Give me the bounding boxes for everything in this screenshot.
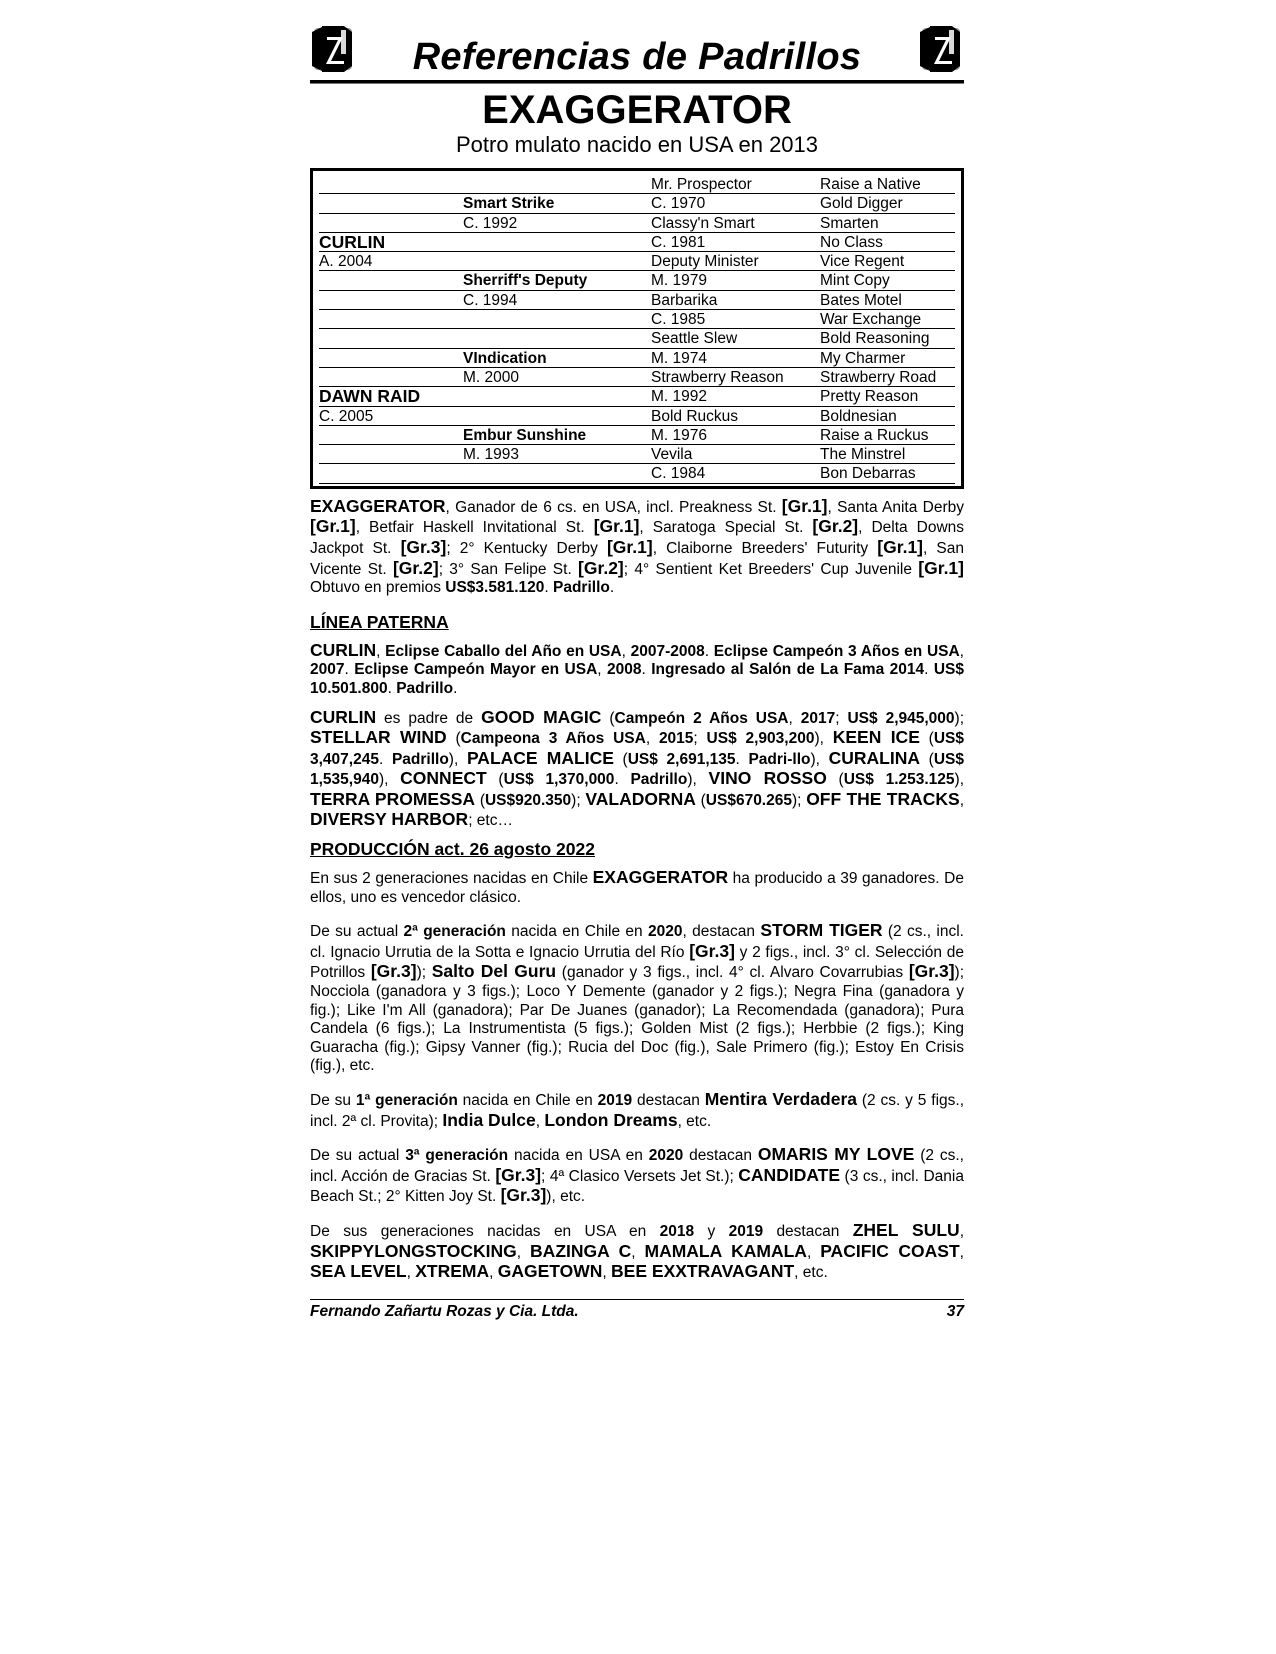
- pedigree-row: [319, 349, 955, 368]
- text-run: );: [791, 791, 807, 809]
- pedigree-cell: Gold Digger: [820, 194, 955, 213]
- text-run: Ingresado al Salón de La Fama 2014: [651, 661, 925, 679]
- text-run: ,: [631, 1243, 645, 1261]
- horse-subtitle: Potro mulato nacido en USA en 2013: [455, 132, 819, 157]
- text-run: ,: [406, 1264, 416, 1282]
- text-run: , Delta Downs Jackpot St.: [310, 519, 965, 557]
- text-run: .: [641, 661, 652, 679]
- text-run: .: [453, 679, 458, 697]
- pedigree-cell: Boldnesian: [820, 407, 955, 426]
- highlight-text: KEEN ICE: [832, 727, 920, 748]
- text-run: ,: [959, 642, 964, 660]
- text-run: ),: [378, 771, 401, 789]
- text-run: 3ª generación: [405, 1147, 509, 1165]
- page-number: 37: [946, 1302, 964, 1320]
- pedigree-cell: M. 1976: [651, 426, 820, 445]
- pedigree-cell: C. 1985: [651, 310, 820, 329]
- highlight-text: EXAGGERATOR: [310, 495, 446, 516]
- text-run: 2019: [728, 1222, 764, 1240]
- highlight-text: [Gr.1]: [781, 495, 828, 516]
- pedigree-cell: Bon Debarras: [820, 464, 955, 483]
- text-run: ,: [959, 1222, 964, 1240]
- text-run: ,: [376, 642, 386, 660]
- pedigree-cell: [463, 387, 651, 406]
- text-run: 2018: [659, 1222, 695, 1240]
- pedigree-cell: VIndication: [463, 349, 651, 368]
- text-run: US$ 1,370,000: [503, 771, 615, 789]
- pedigree-cell: DAWN RAID: [319, 387, 463, 406]
- produccion-paragraph: [310, 1221, 964, 1283]
- text-run: ,: [516, 1243, 531, 1261]
- text-run: Obtuvo en premios: [310, 579, 446, 597]
- highlight-text: VALADORNA: [585, 788, 696, 809]
- text-run: US$ 2,691,135: [627, 750, 736, 768]
- text-run: ; 2° Kentucky Derby: [446, 539, 607, 557]
- highlight-text: MAMALA KAMALA: [644, 1240, 807, 1261]
- text-run: (3 cs., incl. Dania Beach St.; 2° Kitten Joy St.: [310, 1167, 964, 1206]
- pedigree-cell: [319, 271, 463, 290]
- text-run: nacida en Chile en: [505, 923, 648, 941]
- text-run: , Santa Anita Derby: [827, 498, 964, 516]
- text-run: ,: [602, 1264, 612, 1282]
- text-run: ,: [959, 1243, 964, 1261]
- text-run: ,: [489, 1264, 498, 1282]
- pedigree-cell: Mr. Prospector: [651, 175, 820, 194]
- text-run: ;: [835, 709, 848, 727]
- pedigree-cell: War Exchange: [820, 310, 955, 329]
- text-run: US$ 2,903,200: [706, 730, 815, 748]
- produccion-paragraph: [310, 868, 964, 907]
- text-run: ,: [806, 1243, 821, 1261]
- text-run: US$ 2,945,000: [847, 709, 955, 727]
- pedigree-cell: C. 1992: [463, 214, 651, 233]
- pedigree-cell: M. 1993: [463, 445, 651, 464]
- text-run: ),: [687, 771, 709, 789]
- pedigree-cell: [463, 175, 651, 194]
- pedigree-table: [310, 168, 964, 489]
- highlight-text: CANDIDATE: [738, 1164, 841, 1185]
- highlight-text: London Dreams: [544, 1109, 678, 1130]
- text-run: .: [704, 642, 714, 660]
- pedigree-row: [319, 387, 955, 406]
- pedigree-cell: [463, 329, 651, 348]
- text-run: US$ 1.253.125: [843, 771, 955, 789]
- text-run: 1ª generación: [355, 1092, 458, 1109]
- text-run: ,: [788, 709, 801, 727]
- pedigree-row: [319, 291, 955, 310]
- highlight-text: SEA LEVEL: [310, 1261, 407, 1282]
- text-run: ; 4° Sentient Ket Breeders' Cup Juvenile: [623, 560, 919, 578]
- text-run: 2020: [647, 923, 683, 941]
- highlight-text: TERRA PROMESSA: [310, 788, 476, 809]
- highlight-text: PALACE MALICE: [466, 747, 614, 768]
- pedigree-cell: [319, 175, 463, 194]
- pedigree-cell: [319, 426, 463, 445]
- text-run: US$ 1,535,940: [310, 750, 964, 789]
- pedigree-cell: Strawberry Road: [820, 368, 955, 387]
- pedigree-cell: The Minstrel: [820, 445, 955, 464]
- pedigree-cell: M. 2000: [463, 368, 651, 387]
- pedigree-row: [319, 194, 955, 213]
- text-run: );: [416, 964, 432, 982]
- header-title: Referencias de Padrillos: [412, 36, 862, 78]
- pedigree-cell: Bold Reasoning: [820, 329, 955, 348]
- text-run: (: [919, 730, 934, 748]
- text-run: De su actual: [310, 1147, 406, 1165]
- text-run: , Claiborne Breeders' Futurity: [652, 539, 878, 557]
- text-run: Eclipse Campeón 3 Años en USA: [713, 642, 960, 660]
- text-run: ,: [645, 730, 659, 748]
- highlight-text: [Gr.2]: [392, 557, 439, 578]
- pedigree-cell: [319, 464, 463, 483]
- produccion-heading: PRODUCCIÓN act. 26 agosto 2022: [310, 839, 595, 860]
- pedigree-cell: A. 2004: [319, 252, 463, 271]
- header-rule: [310, 80, 964, 84]
- pedigree-cell: C. 2005: [319, 407, 463, 426]
- text-run: ,: [959, 791, 964, 809]
- highlight-text: PACIFIC COAST: [820, 1240, 960, 1261]
- pedigree-cell: C. 1984: [651, 464, 820, 483]
- pedigree-row: [319, 368, 955, 387]
- pedigree-cell: Pretty Reason: [820, 387, 955, 406]
- text-run: y 2 figs., incl. 3° cl. Selección de Potrillos: [310, 943, 964, 982]
- curlin-paragraph: [310, 641, 964, 699]
- highlight-text: VINO ROSSO: [708, 768, 827, 789]
- highlight-text: [Gr.3]: [370, 961, 417, 982]
- pedigree-cell: [319, 214, 463, 233]
- text-run: US$670.265: [705, 791, 792, 809]
- pedigree-cell: [463, 233, 651, 252]
- pedigree-cell: Embur Sunshine: [463, 426, 651, 445]
- highlight-text: CURLIN: [310, 706, 377, 727]
- pedigree-row: [319, 252, 955, 271]
- text-run: Padri-llo: [748, 750, 811, 768]
- pedigree-cell: [319, 368, 463, 387]
- text-run: US$ 3,407,245: [310, 730, 964, 768]
- pedigree-cell: M. 1992: [651, 387, 820, 406]
- pedigree-row: [319, 445, 955, 464]
- highlight-text: SKIPPYLONGSTOCKING: [310, 1240, 517, 1261]
- text-run: destacan: [632, 1092, 705, 1109]
- horse-name: EXAGGERATOR: [482, 88, 792, 132]
- pedigree-cell: M. 1979: [651, 271, 820, 290]
- pedigree-cell: Raise a Native: [820, 175, 955, 194]
- text-run: US$920.350: [484, 791, 572, 809]
- text-run: ; etc…: [468, 812, 513, 830]
- produccion-paragraph: [310, 1090, 964, 1131]
- highlight-text: [Gr.3]: [908, 961, 955, 982]
- text-run: (2 cs., incl. Acción de Gracias St.: [310, 1147, 964, 1185]
- pedigree-row: [319, 310, 955, 329]
- pedigree-row: [319, 271, 955, 290]
- highlight-text: CONNECT: [400, 768, 487, 789]
- text-run: 2ª generación: [403, 923, 506, 941]
- text-run: Eclipse Campeón Mayor en USA: [354, 661, 598, 679]
- text-run: nacida en Chile en: [457, 1092, 598, 1109]
- text-run: (2 cs. y 5 figs., incl. 2ª cl. Provita);: [310, 1092, 964, 1130]
- pedigree-cell: Smart Strike: [463, 194, 651, 213]
- text-run: 2017: [800, 709, 836, 727]
- highlight-text: STORM TIGER: [760, 920, 883, 941]
- pedigree-cell: Sherriff's Deputy: [463, 271, 651, 290]
- pedigree-row: [319, 329, 955, 348]
- pedigree-cell: CURLIN: [319, 233, 463, 252]
- intro-paragraph: [310, 497, 964, 598]
- text-run: (2 cs., incl. cl. Ignacio Urrutia de la Sotta e Ignacio Urrutia del Río: [310, 923, 964, 961]
- produccion-paragraph: [310, 921, 964, 1076]
- text-run: .: [609, 579, 615, 597]
- highlight-text: DIVERSY HARBOR: [310, 809, 469, 830]
- text-run: .: [378, 750, 392, 768]
- highlight-text: [Gr.3]: [495, 1164, 542, 1185]
- text-run: Padrillo: [553, 579, 610, 597]
- highlight-text: [Gr.1]: [606, 536, 653, 557]
- text-run: nacida en USA en: [508, 1147, 649, 1165]
- produccion-paragraph: [310, 1145, 964, 1207]
- text-run: Campeona 3 Años USA: [460, 730, 646, 748]
- pedigree-cell: [319, 291, 463, 310]
- pedigree-cell: Vevila: [651, 445, 820, 464]
- text-run: Padrillo: [391, 750, 449, 768]
- text-run: , Ganador de 6 cs. en USA, incl. Preakness St.: [445, 498, 782, 516]
- highlight-text: [Gr.3]: [500, 1185, 547, 1206]
- pedigree-cell: [319, 329, 463, 348]
- text-run: 2015: [658, 730, 694, 748]
- text-run: (: [695, 791, 706, 809]
- pedigree-cell: Seattle Slew: [651, 329, 820, 348]
- text-run: 2008: [607, 661, 642, 679]
- pedigree-cell: My Charmer: [820, 349, 955, 368]
- text-run: ha producido a 39 ganadores. De ellos, uno es vencedor clásico.: [310, 870, 964, 906]
- pedigree-cell: [319, 194, 463, 213]
- text-run: Eclipse Caballo del Año en USA: [385, 642, 622, 660]
- company-logo-icon: [918, 24, 964, 74]
- highlight-text: CURLIN: [310, 639, 377, 660]
- text-run: ),: [814, 730, 833, 748]
- text-run: De su actual: [310, 923, 404, 941]
- highlight-text: ZHEL SULU: [852, 1219, 960, 1240]
- text-run: En sus 2 generaciones nacidas en Chile: [310, 870, 593, 888]
- text-run: , Betfair Haskell Invitational St.: [355, 519, 594, 537]
- highlight-text: [Gr.3]: [689, 940, 735, 961]
- text-run: ),: [448, 750, 467, 768]
- text-run: (: [475, 791, 485, 809]
- pedigree-cell: [319, 310, 463, 329]
- highlight-text: Salto Del Guru: [431, 961, 557, 982]
- text-run: ; 3° San Felipe St.: [438, 560, 579, 578]
- text-run: De su: [310, 1092, 356, 1109]
- page-footer: [310, 1303, 964, 1321]
- pedigree-cell: Barbarika: [651, 291, 820, 310]
- highlight-text: [Gr.1]: [877, 536, 924, 557]
- text-run: .: [735, 750, 749, 768]
- text-run: );: [571, 791, 586, 809]
- text-run: , San Vicente St.: [310, 539, 965, 578]
- pedigree-cell: [463, 464, 651, 483]
- highlight-text: [Gr.2]: [812, 516, 859, 537]
- highlight-text: GAGETOWN: [497, 1261, 603, 1282]
- text-run: destacan: [763, 1222, 853, 1240]
- pedigree-cell: C. 1994: [463, 291, 651, 310]
- pedigree-cell: [319, 445, 463, 464]
- text-run: , etc.: [677, 1112, 712, 1130]
- highlight-text: XTREMA: [415, 1261, 490, 1282]
- pedigree-cell: Smarten: [820, 214, 955, 233]
- pedigree-cell: Deputy Minister: [651, 252, 820, 271]
- highlight-text: EXAGGERATOR: [592, 867, 729, 888]
- text-run: (: [613, 750, 628, 768]
- pedigree-row: [319, 214, 955, 233]
- highlight-text: [Gr.1]: [593, 516, 640, 537]
- page: [310, 22, 964, 1321]
- pedigree-cell: No Class: [820, 233, 955, 252]
- highlight-text: [Gr.3]: [400, 536, 447, 557]
- text-run: ); Nocciola (ganadora y 3 figs.); Loco Y Demente (ganador y 2 figs.); Negra Fina (ganadora y fig.); Like I'm All (ganadora); Par De Juanes (ganador); La Recomendada (ganadora); Pura Candela (6 figs.); La Instrumentista (5 figs.); Golden Mist (2 figs.); Herbbie (2 figs.); King Guaracha (fig.); Gipsy Vanner (fig.); Rucia del Doc (fig.), Sale Primero (fig.); Estoy En Crisis (fig.), etc.: [310, 964, 965, 1075]
- pedigree-cell: [319, 349, 463, 368]
- text-run: destacan: [683, 1147, 758, 1165]
- text-run: .: [387, 679, 397, 697]
- highlight-text: BAZINGA C: [530, 1240, 632, 1261]
- pedigree-row: [319, 407, 955, 426]
- text-run: ), etc.: [546, 1188, 586, 1206]
- highlight-text: CURALINA: [828, 747, 921, 768]
- pedigree-row: [319, 426, 955, 445]
- text-run: , etc.: [794, 1264, 828, 1282]
- text-run: US$ 10.501.800: [310, 661, 964, 697]
- curlin-offspring-paragraph: [310, 708, 964, 832]
- text-run: Padrillo: [630, 771, 688, 789]
- linea-paterna-heading: LÍNEA PATERNA: [310, 611, 449, 632]
- footer-rule: [310, 1299, 964, 1300]
- highlight-text: Mentira Verdadera: [704, 1089, 858, 1109]
- text-run: (: [920, 750, 934, 768]
- text-run: De sus generaciones nacidas en USA en: [310, 1222, 660, 1240]
- text-run: (ganador y 3 figs., incl. 4° cl. Alvaro Covarrubias: [556, 964, 909, 982]
- highlight-text: [Gr.2]: [578, 557, 624, 578]
- pedigree-cell: M. 1974: [651, 349, 820, 368]
- text-run: ;: [693, 730, 707, 748]
- text-run: 2020: [648, 1147, 684, 1165]
- pedigree-cell: Strawberry Reason: [651, 368, 820, 387]
- text-run: .: [344, 661, 355, 679]
- pedigree-cell: Bold Ruckus: [651, 407, 820, 426]
- text-run: Campeón 2 Años USA: [614, 709, 789, 727]
- text-run: ,: [535, 1112, 545, 1130]
- highlight-text: STELLAR WIND: [310, 727, 447, 748]
- text-run: (: [826, 771, 844, 789]
- pedigree-row: [319, 175, 955, 194]
- text-run: ; 4ª Clasico Versets Jet St.);: [541, 1167, 739, 1185]
- text-run: 2019: [597, 1092, 633, 1109]
- text-run: .: [924, 661, 934, 679]
- text-run: (: [601, 709, 615, 727]
- pedigree-cell: [463, 252, 651, 271]
- pedigree-cell: [463, 407, 651, 426]
- text-run: ,: [597, 661, 608, 679]
- pedigree-row: [319, 464, 955, 483]
- pedigree-cell: C. 1970: [651, 194, 820, 213]
- text-run: 2007: [310, 661, 345, 679]
- text-run: es padre de: [376, 709, 482, 727]
- highlight-text: [Gr.1]: [310, 516, 356, 537]
- text-run: .: [614, 771, 631, 789]
- pedigree-cell: Classy'n Smart: [651, 214, 820, 233]
- text-run: ),: [810, 750, 829, 768]
- pedigree-cell: C. 1981: [651, 233, 820, 252]
- text-run: .: [544, 579, 553, 597]
- highlight-text: BEE EXXTRAVAGANT: [611, 1261, 795, 1282]
- highlight-text: GOOD MAGIC: [481, 706, 602, 727]
- text-run: Padrillo: [396, 679, 454, 697]
- highlight-text: OMARIS MY LOVE: [757, 1144, 915, 1165]
- page-header: [310, 22, 964, 80]
- pedigree-cell: Mint Copy: [820, 271, 955, 290]
- pedigree-cell: [463, 310, 651, 329]
- text-run: ,: [621, 642, 631, 660]
- text-run: , destacan: [682, 923, 761, 941]
- highlight-text: [Gr.1]: [918, 557, 964, 578]
- text-run: );: [954, 709, 964, 727]
- pedigree-row: [319, 233, 955, 252]
- text-run: US$3.581.120: [445, 579, 545, 597]
- text-run: (: [446, 730, 461, 748]
- pedigree-cell: Bates Motel: [820, 291, 955, 310]
- highlight-text: India Dulce: [442, 1109, 536, 1130]
- text-run: (: [486, 771, 504, 789]
- text-run: , Saratoga Special St.: [639, 519, 813, 537]
- text-run: ),: [954, 771, 965, 789]
- pedigree-cell: Raise a Ruckus: [820, 426, 955, 445]
- pedigree-cell: Vice Regent: [820, 252, 955, 271]
- highlight-text: OFF THE TRACKS: [806, 788, 960, 809]
- text-run: 2007-2008: [630, 642, 705, 660]
- footer-company: Fernando Zañartu Rozas y Cia. Ltda.: [310, 1302, 579, 1320]
- text-run: y: [694, 1222, 729, 1240]
